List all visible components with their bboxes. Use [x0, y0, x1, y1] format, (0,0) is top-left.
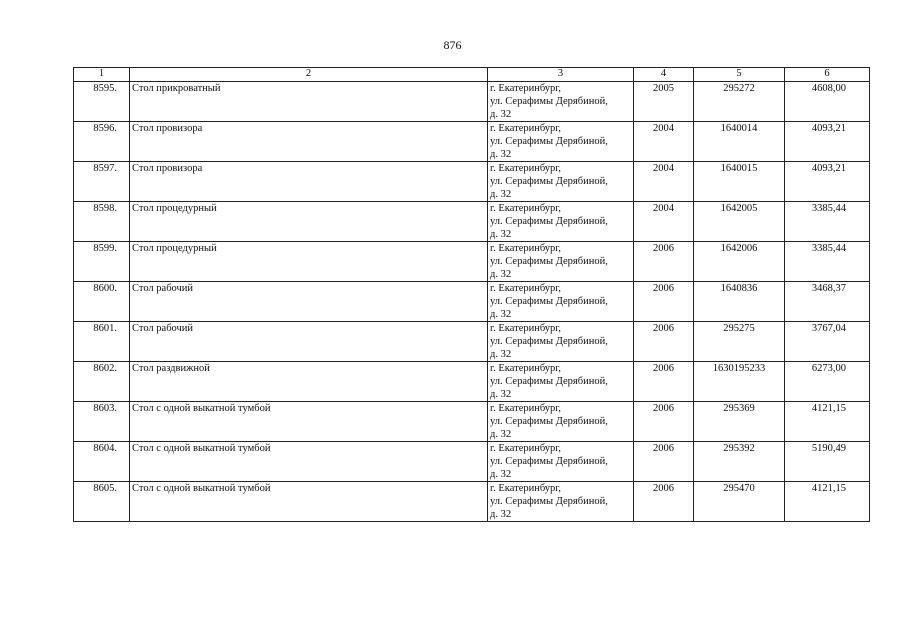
address-line: ул. Серафимы Дерябиной,: [490, 136, 608, 147]
row-number: 8598.: [74, 202, 130, 242]
address-line: ул. Серафимы Дерябиной,: [490, 96, 608, 107]
book-value: 6273,00: [785, 362, 870, 402]
address-line: г. Екатеринбург,: [490, 203, 562, 214]
book-value: 4093,21: [785, 162, 870, 202]
book-value: 3385,44: [785, 202, 870, 242]
book-value: 3385,44: [785, 242, 870, 282]
acquisition-year: 2004: [634, 162, 694, 202]
acquisition-year: 2006: [634, 362, 694, 402]
book-value: 4121,15: [785, 402, 870, 442]
inventory-number: 1642005: [694, 202, 785, 242]
page-number: 876: [443, 38, 462, 52]
item-name: Стол с одной выкатной тумбой: [130, 482, 488, 522]
address-line: г. Екатеринбург,: [490, 323, 562, 334]
address-line: д. 32: [490, 269, 512, 280]
acquisition-year: 2006: [634, 322, 694, 362]
address-line: г. Екатеринбург,: [490, 163, 562, 174]
column-number-row: [74, 68, 870, 82]
book-value: 4093,21: [785, 122, 870, 162]
item-address: [488, 202, 634, 242]
item-name: Стол рабочий: [130, 322, 488, 362]
book-value: 4121,15: [785, 482, 870, 522]
inventory-number: 295272: [694, 82, 785, 122]
address-line: д. 32: [490, 229, 512, 240]
address-line: ул. Серафимы Дерябиной,: [490, 416, 608, 427]
item-address: [488, 442, 634, 482]
table-row: [74, 282, 870, 322]
row-number: 8599.: [74, 242, 130, 282]
row-number: 8603.: [74, 402, 130, 442]
item-name: Стол раздвижной: [130, 362, 488, 402]
address-line: г. Екатеринбург,: [490, 83, 562, 94]
table-row: [74, 82, 870, 122]
property-table: [73, 67, 870, 522]
table-row: [74, 442, 870, 482]
table-row: [74, 242, 870, 282]
item-name: Стол провизора: [130, 122, 488, 162]
row-number: 8596.: [74, 122, 130, 162]
row-number: 8597.: [74, 162, 130, 202]
item-address: [488, 282, 634, 322]
inventory-number: 1630195233: [694, 362, 785, 402]
inventory-number: 295470: [694, 482, 785, 522]
address-line: д. 32: [490, 189, 512, 200]
address-line: д. 32: [490, 309, 512, 320]
table-row: [74, 322, 870, 362]
column-header: 5: [694, 68, 785, 82]
address-line: д. 32: [490, 509, 512, 520]
table-row: [74, 162, 870, 202]
table-row: [74, 202, 870, 242]
column-header: 1: [74, 68, 130, 82]
acquisition-year: 2004: [634, 122, 694, 162]
item-address: [488, 402, 634, 442]
item-address: [488, 122, 634, 162]
book-value: 3468,37: [785, 282, 870, 322]
column-header: 4: [634, 68, 694, 82]
address-line: ул. Серафимы Дерябиной,: [490, 176, 608, 187]
address-line: г. Екатеринбург,: [490, 443, 562, 454]
item-address: [488, 362, 634, 402]
acquisition-year: 2004: [634, 202, 694, 242]
row-number: 8600.: [74, 282, 130, 322]
row-number: 8595.: [74, 82, 130, 122]
item-name: Стол рабочий: [130, 282, 488, 322]
address-line: д. 32: [490, 389, 512, 400]
address-line: г. Екатеринбург,: [490, 243, 562, 254]
inventory-number: 295392: [694, 442, 785, 482]
inventory-number: 295275: [694, 322, 785, 362]
address-line: г. Екатеринбург,: [490, 283, 562, 294]
row-number: 8605.: [74, 482, 130, 522]
address-line: ул. Серафимы Дерябиной,: [490, 376, 608, 387]
book-value: 5190,49: [785, 442, 870, 482]
row-number: 8604.: [74, 442, 130, 482]
inventory-number: 295369: [694, 402, 785, 442]
address-line: ул. Серафимы Дерябиной,: [490, 216, 608, 227]
item-address: [488, 482, 634, 522]
inventory-number: 1640836: [694, 282, 785, 322]
acquisition-year: 2006: [634, 402, 694, 442]
inventory-number: 1642006: [694, 242, 785, 282]
address-line: д. 32: [490, 429, 512, 440]
address-line: г. Екатеринбург,: [490, 403, 562, 414]
row-number: 8601.: [74, 322, 130, 362]
address-line: д. 32: [490, 469, 512, 480]
table-body: [74, 82, 870, 522]
item-name: Стол с одной выкатной тумбой: [130, 402, 488, 442]
item-name: Стол процедурный: [130, 242, 488, 282]
column-header: 2: [130, 68, 488, 82]
address-line: ул. Серафимы Дерябиной,: [490, 456, 608, 467]
address-line: ул. Серафимы Дерябиной,: [490, 296, 608, 307]
address-line: ул. Серафимы Дерябиной,: [490, 336, 608, 347]
address-line: г. Екатеринбург,: [490, 483, 562, 494]
table-row: [74, 362, 870, 402]
acquisition-year: 2006: [634, 482, 694, 522]
item-name: Стол провизора: [130, 162, 488, 202]
address-line: г. Екатеринбург,: [490, 123, 562, 134]
item-address: [488, 322, 634, 362]
item-address: [488, 82, 634, 122]
address-line: ул. Серафимы Дерябиной,: [490, 256, 608, 267]
item-address: [488, 242, 634, 282]
table-row: [74, 482, 870, 522]
item-address: [488, 162, 634, 202]
book-value: 4608,00: [785, 82, 870, 122]
address-line: г. Екатеринбург,: [490, 363, 562, 374]
inventory-number: 1640014: [694, 122, 785, 162]
address-line: д. 32: [490, 349, 512, 360]
address-line: д. 32: [490, 149, 512, 160]
acquisition-year: 2006: [634, 242, 694, 282]
inventory-number: 1640015: [694, 162, 785, 202]
acquisition-year: 2005: [634, 82, 694, 122]
item-name: Стол прикроватный: [130, 82, 488, 122]
address-line: ул. Серафимы Дерябиной,: [490, 496, 608, 507]
book-value: 3767,04: [785, 322, 870, 362]
column-header: 3: [488, 68, 634, 82]
table-row: [74, 402, 870, 442]
row-number: 8602.: [74, 362, 130, 402]
item-name: Стол с одной выкатной тумбой: [130, 442, 488, 482]
column-header: 6: [785, 68, 870, 82]
acquisition-year: 2006: [634, 282, 694, 322]
item-name: Стол процедурный: [130, 202, 488, 242]
acquisition-year: 2006: [634, 442, 694, 482]
address-line: д. 32: [490, 109, 512, 120]
table-row: [74, 122, 870, 162]
